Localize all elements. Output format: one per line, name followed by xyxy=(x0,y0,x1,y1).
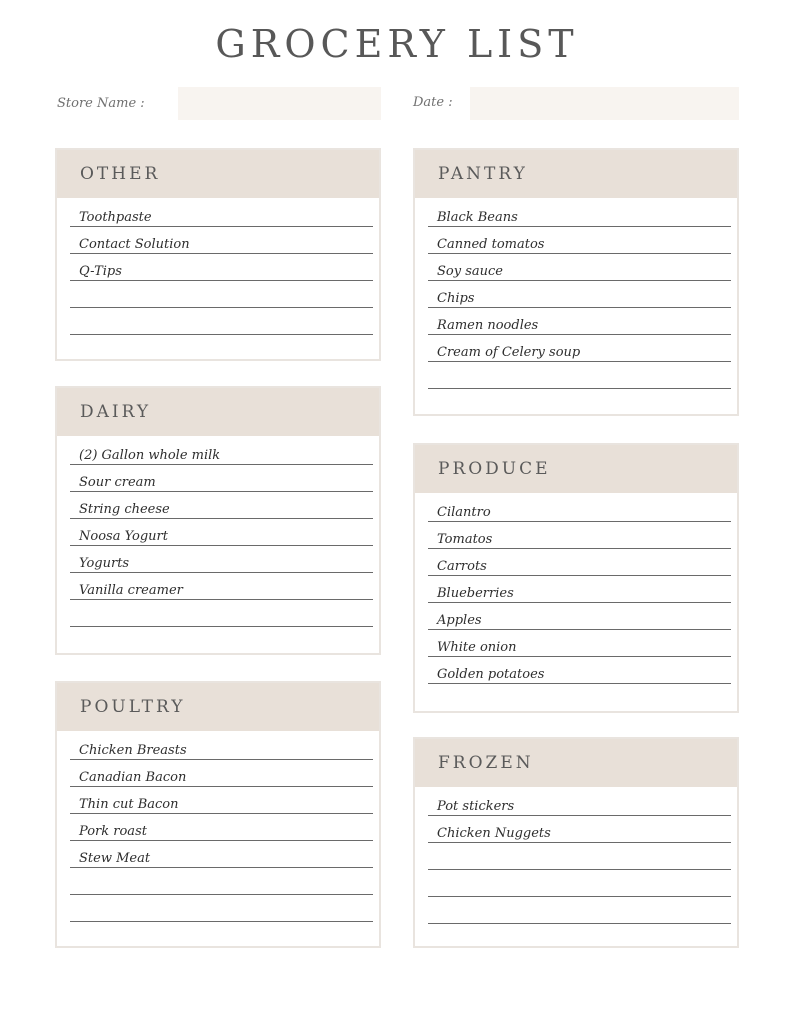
list-line[interactable] xyxy=(70,492,373,519)
list-item: Contact Solution xyxy=(79,237,190,252)
page-title: GROCERY LIST xyxy=(215,22,579,66)
list-line[interactable] xyxy=(70,281,373,308)
store-name-label: Store Name : xyxy=(57,96,145,111)
list-line[interactable] xyxy=(70,308,373,335)
list-line[interactable] xyxy=(70,573,373,600)
list-item: Black Beans xyxy=(437,210,518,225)
date-field[interactable] xyxy=(470,87,739,120)
list-item: Tomatos xyxy=(437,532,493,547)
list-line[interactable] xyxy=(70,760,373,787)
list-item: Thin cut Bacon xyxy=(79,797,179,812)
list-item: Canned tomatos xyxy=(437,237,545,252)
list-line[interactable] xyxy=(428,870,731,897)
list-line[interactable] xyxy=(428,816,731,843)
list-line[interactable] xyxy=(428,493,731,522)
section-frozen xyxy=(413,737,739,948)
section-header xyxy=(57,150,379,198)
section-title: POULTRY xyxy=(80,697,186,717)
list-line[interactable] xyxy=(70,868,373,895)
item-lines xyxy=(57,436,379,627)
list-line[interactable] xyxy=(428,335,731,362)
section-header xyxy=(57,388,379,436)
section-header xyxy=(415,445,737,493)
list-line[interactable] xyxy=(428,522,731,549)
list-line[interactable] xyxy=(428,630,731,657)
list-item: (2) Gallon whole milk xyxy=(79,448,221,463)
list-item: Chips xyxy=(437,291,475,306)
list-item: Apples xyxy=(437,613,482,628)
list-line[interactable] xyxy=(428,576,731,603)
section-pantry xyxy=(413,148,739,416)
list-line[interactable] xyxy=(428,198,731,227)
list-item: Yogurts xyxy=(79,556,130,571)
list-line[interactable] xyxy=(428,897,731,924)
list-item: Q-Tips xyxy=(79,264,122,279)
list-line[interactable] xyxy=(70,436,373,465)
list-item: Pot stickers xyxy=(437,799,515,814)
list-item: Noosa Yogurt xyxy=(79,529,168,544)
section-title: OTHER xyxy=(80,164,161,184)
section-header xyxy=(415,150,737,198)
list-line[interactable] xyxy=(70,600,373,627)
list-line[interactable] xyxy=(70,546,373,573)
list-line[interactable] xyxy=(70,254,373,281)
list-item: Ramen noodles xyxy=(437,318,539,333)
list-item: String cheese xyxy=(79,502,170,517)
section-title: PANTRY xyxy=(438,164,528,184)
list-line[interactable] xyxy=(70,519,373,546)
list-line[interactable] xyxy=(70,227,373,254)
list-item: Cilantro xyxy=(437,505,491,520)
section-poultry xyxy=(55,681,381,948)
item-lines xyxy=(57,731,379,922)
list-item: Canadian Bacon xyxy=(79,770,187,785)
item-lines xyxy=(415,787,737,924)
list-line[interactable] xyxy=(428,281,731,308)
section-title: FROZEN xyxy=(438,753,534,773)
list-line[interactable] xyxy=(70,814,373,841)
list-item: Vanilla creamer xyxy=(79,583,183,598)
list-line[interactable] xyxy=(70,787,373,814)
list-line[interactable] xyxy=(428,787,731,816)
list-item: Stew Meat xyxy=(79,851,151,866)
section-title: DAIRY xyxy=(80,402,152,422)
list-line[interactable] xyxy=(428,657,731,684)
section-other xyxy=(55,148,381,361)
list-item: Toothpaste xyxy=(79,210,152,225)
section-header xyxy=(57,683,379,731)
list-item: Pork roast xyxy=(79,824,147,839)
list-line[interactable] xyxy=(70,895,373,922)
list-line[interactable] xyxy=(428,843,731,870)
list-line[interactable] xyxy=(428,308,731,335)
list-item: Soy sauce xyxy=(437,264,503,279)
list-item: White onion xyxy=(437,640,517,655)
list-line[interactable] xyxy=(428,227,731,254)
section-title: PRODUCE xyxy=(438,459,551,479)
list-line[interactable] xyxy=(70,198,373,227)
list-line[interactable] xyxy=(428,254,731,281)
item-lines xyxy=(415,198,737,389)
item-lines xyxy=(57,198,379,335)
list-item: Cream of Celery soup xyxy=(437,345,581,360)
list-line[interactable] xyxy=(70,841,373,868)
section-header xyxy=(415,739,737,787)
list-line[interactable] xyxy=(70,465,373,492)
list-line[interactable] xyxy=(428,603,731,630)
list-item: Carrots xyxy=(437,559,487,574)
store-name-field[interactable] xyxy=(178,87,381,120)
list-item: Blueberries xyxy=(437,586,514,601)
date-label: Date : xyxy=(413,95,453,110)
list-item: Golden potatoes xyxy=(437,667,545,682)
list-line[interactable] xyxy=(428,362,731,389)
list-item: Chicken Nuggets xyxy=(437,826,551,841)
list-item: Chicken Breasts xyxy=(79,743,187,758)
item-lines xyxy=(415,493,737,684)
list-line[interactable] xyxy=(428,549,731,576)
section-dairy xyxy=(55,386,381,655)
section-produce xyxy=(413,443,739,713)
list-item: Sour cream xyxy=(79,475,156,490)
list-line[interactable] xyxy=(70,731,373,760)
